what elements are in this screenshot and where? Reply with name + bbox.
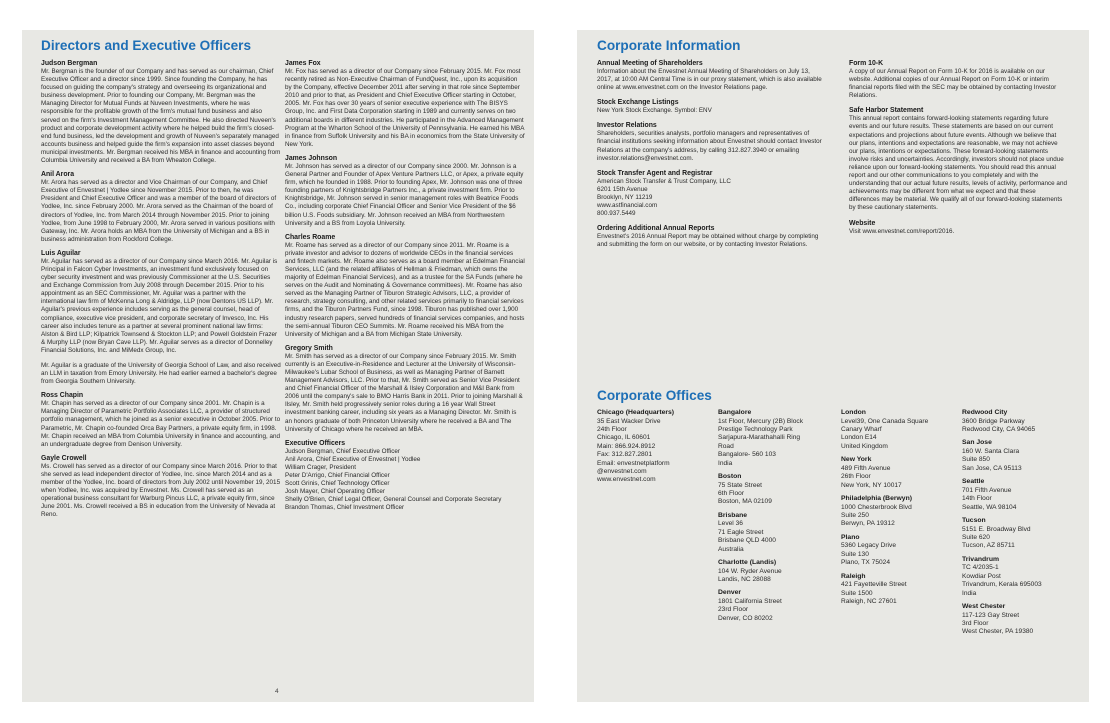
office-address-line: 3600 Bridge Parkway: [962, 417, 1025, 425]
office-name: West Chester: [962, 603, 1006, 611]
director-text: Mr. Johnson has served as a director of our Company since 2000. Mr. Johnson is a General Partner and Founder of Apex Venture Partners LLC, or Apex, a private equity firm, which he founded in 1988. Prior to founding Apex, Mr. Johnson was one of three founding partners of Knightsbridge Partners Inc., a private investment firm. Prior to Knightsbridge, Mr. Johnson served in senior management roles with Beatrice Foods Co., including corporate Chief Financial Officer and Senior Vice President of the $6 billion U.S. Foods subsidiary. Mr. Johnson received an MBA from Northwestern University and a BS from Loyola University.: [285, 162, 524, 227]
office-entry: [962, 603, 1080, 637]
office-address-line: 104 W. Ryder Avenue: [718, 567, 782, 575]
office-address-line: 3rd Floor: [962, 620, 989, 628]
office-address-line: Plano, TX 75024: [841, 559, 891, 567]
page-number: 4: [275, 688, 279, 695]
info-name: Form 10-K: [849, 60, 884, 67]
office-address-line: London E14: [841, 434, 877, 442]
director-text: Mr. Roame has served as a director of our Company since 2011. Mr. Roame is a private investor and advisor to dozens of worldwide CEOs in the financial services and fintech markets. Mr. Roame also serves as a board member at Edelman Financial Services, LLC (and the related affiliates of Hellman & Friedman, which owns the majority of Edelman Financial Services), and as a trustee for the SA Funds (where he serves on the Audit and Nominating & Governance committees). Mr. Roame has also served as the Managing Partner of Tiburon Strategic Advisors, LLC, a provider of research, strategy consulting, and other related services primarily to financial services firms, and the Tiburon Partners Fund, since 1998. Tiburon has published over 1,900 industry research papers, served hundreds of financial services companies, and hosts the semi-annual Tiburon CEO Summits. Mr. Roame received his MBA from the University of Michigan and a BA from Michigan State University.: [285, 241, 525, 338]
office-address-line: 701 Fifth Avenue: [962, 486, 1012, 494]
director-entry: [285, 233, 525, 339]
office-entry: [718, 589, 838, 623]
page-title: Directors and Executive Officers: [41, 38, 252, 53]
directors-column-2: [285, 59, 525, 518]
offices-column-1: [597, 409, 715, 490]
office-entry: [962, 439, 1080, 473]
director-name: Judson Bergman: [41, 60, 98, 67]
office-address-line: Bangalore- 560 103: [718, 451, 776, 459]
office-address-line: 23rd Floor: [718, 606, 749, 614]
executive-officer-item: Judson Bergman, Chief Executive Officer: [285, 447, 401, 455]
office-address-line: Suite 130: [841, 550, 869, 558]
director-text: Mr. Smith has served as a director of our Company since February 2015. Mr. Smith currently is an Executive-in-Residence and Lecturer at the University of Wisconsin-Milwaukee's Lubar School of Business, as well as Managing Partner of Barnett Management Advisors, LLC. Prior to that, Mr. Smith served as Senior Vice President and Chief Financial Officer of the Marshall & Ilsley Corporation and M&I Bank from 2006 until the company's sale to BMO Harris Bank in 2011. Prior to joining Marshall & Ilsley, Mr. Smith held progressively senior roles during a 16 year Wall Street investment banking career, including six years as a Managing Director. Mr. Smith is an honors graduate of both Princeton University where he received a BA and The University of Chicago where he received an MBA.: [285, 352, 523, 433]
office-name: Boston: [718, 473, 742, 481]
executive-officers-section: [285, 439, 525, 513]
office-address-line: West Chester, PA 19380: [962, 628, 1034, 636]
office-address-line: Brisbane QLD 4000: [718, 537, 776, 545]
office-address-line: Tucson, AZ 85711: [962, 542, 1015, 550]
director-text: Mr. Aguilar is a graduate of the University of Georgia School of Law, and also received an LLM in taxation from Emory University. He had earlier earned a bachelor's degree from Georgia Southern University.: [41, 362, 281, 386]
office-entry: [962, 517, 1080, 551]
office-entry: [962, 409, 1080, 434]
office-name: London: [841, 409, 866, 416]
office-address-line: 1st Floor, Mercury (2B) Block: [718, 417, 804, 425]
office-address-line: Level39, One Canada Square: [841, 417, 929, 425]
info-entry: [597, 224, 827, 249]
corporate-info-column-2: [849, 59, 1067, 242]
info-entry: [597, 98, 827, 115]
office-entry: [718, 512, 838, 554]
offices-column-4: [962, 409, 1080, 642]
office-entry: [718, 559, 838, 584]
info-entry: [597, 169, 827, 218]
info-name: Annual Meeting of Shareholders: [597, 60, 703, 67]
director-text: Mr. Chapin has served as a director of our Company since 2001. Mr. Chapin is a Managing Director of Parametric Portfolio Associates LLC, a provider of structured portfolio management, which he joined as a senior executive in October 2005. Prior to Parametric, Mr. Chapin co-founded Orca Bay Partners, a private equity firm, in 1998. Mr. Chapin received an MBA from Columbia University in finance and accounting, and an undergraduate degree from Denison University.: [41, 400, 281, 448]
office-address-line: 5151 E. Broadway Blvd: [962, 525, 1031, 533]
office-address-line: 24th Floor: [597, 426, 627, 433]
office-name: Redwood City: [962, 409, 1008, 416]
offices-column-3: [841, 409, 959, 611]
info-text: Brooklyn, NY 11219: [597, 193, 653, 201]
executive-officer-item: Shelly O'Brien, Chief Legal Officer, General Counsel and Corporate Secretary: [285, 496, 502, 504]
executive-officers-heading: Executive Officers: [285, 439, 346, 447]
director-name: Gayle Crowell: [41, 454, 87, 462]
office-name: Seattle: [962, 478, 985, 486]
office-address-line: 14th Floor: [962, 495, 992, 503]
office-name: Tucson: [962, 517, 986, 525]
info-entry: [849, 219, 1067, 236]
office-address-line: Road: [718, 442, 734, 450]
office-entry: [841, 573, 959, 607]
director-entry: [41, 249, 281, 386]
info-text: New York Stock Exchange. Symbol: ENV: [597, 107, 712, 115]
office-address-line: Redwood City, CA 94065: [962, 426, 1036, 433]
info-text: Envestnet's 2016 Annual Report may be obtained without charge by completing and submitting the form on our website, or by contacting Investor Relations.: [597, 233, 819, 249]
office-entry: [718, 473, 838, 507]
info-name: Stock Transfer Agent and Registrar: [597, 169, 713, 177]
director-name: Gregory Smith: [285, 344, 333, 352]
office-address-line: 1000 Chesterbrook Blvd: [841, 503, 912, 511]
director-text: Mr. Bergman is the founder of our Company and has served as our chairman, Chief Executive Officer and a director since 1999. Since founding the Company, he has focused on guiding the company's strategy and overseeing its organizational and business development. Prior to founding our Company, Mr. Bergman was the Managing Director for Mutual Funds at Nuveen Investments, where he was responsible for the profitable growth of the firm's mutual fund business and also served on the firm's Investment Management Committee. He also directed Nuveen's product and corporate development activity where he helped build the firm's closed-end fund business, led the development and growth of Nuveen's separately managed accounts business and helped guide the firm's expansion into asset classes beyond municipal investments. Mr. Bergman received his MBA in finance and accounting from Columbia University and received a BA from Wheaton College.: [41, 68, 281, 165]
executive-officers-list: [285, 448, 525, 513]
office-address-line: Prestige Technology Park: [718, 426, 793, 433]
office-name: Plano: [841, 533, 860, 541]
director-entry: [41, 170, 281, 244]
director-name: James Fox: [285, 60, 321, 67]
office-name: Philadelphia (Berwyn): [841, 495, 913, 503]
office-address-line: Trivandrum, Kerala 695003: [962, 581, 1042, 589]
office-address-line: Canary Wharf: [841, 426, 882, 433]
info-entry: [597, 121, 827, 162]
director-name: Anil Arora: [41, 171, 75, 179]
office-address-line: Main: 866.924.8912: [597, 442, 656, 450]
info-entry: [849, 59, 1067, 100]
office-entry: [841, 409, 959, 451]
info-name: Stock Exchange Listings: [597, 99, 679, 107]
info-text: American Stock Transfer & Trust Company, LLC: [597, 177, 731, 185]
office-entry: [841, 456, 959, 490]
office-entry: [962, 478, 1080, 512]
office-address-line: San Jose, CA 95113: [962, 464, 1022, 472]
office-address-line: 489 Fifth Avenue: [841, 464, 891, 472]
office-entry: [841, 495, 959, 529]
director-name: Charles Roame: [285, 233, 336, 241]
right-page: [577, 30, 1089, 702]
director-name: James Johnson: [285, 154, 338, 162]
director-text: Mr. Fox has served as a director of our Company since February 2015. Mr. Fox most recently retired as Non-Executive Chairman of FundQuest, Inc., upon its acquisition by the Company, effective December 2011 after serving in that role since September 2010 and prior to that, as President and Chief Executive Officer starting in October, 2005. Mr. Fox has over 30 years of senior executive experience with The BISYS Group, Inc. and First Data Corporation starting in 1989 and currently serves on two additional boards in different industries. He participated in the Advanced Management Program at the Wharton School of the University of Pennsylvania. He earned his MBA in finance from Suffolk University and his BA in economics from the State University of New York.: [285, 68, 525, 148]
office-name: Chicago (Headquarters): [597, 409, 675, 416]
office-name: San Jose: [962, 439, 992, 447]
office-address-line: 6th Floor: [718, 490, 745, 498]
office-address-line: 421 Fayetteville Street: [841, 581, 907, 589]
executive-officer-item: Brandon Thomas, Chief Investment Officer: [285, 504, 405, 512]
directors-column-1: [41, 59, 281, 525]
office-address-line: Australia: [718, 545, 744, 553]
office-address-line: Suite 850: [962, 456, 990, 464]
office-entry: [718, 409, 838, 468]
director-text: Mr. Aguilar has served as a director of our Company since March 2016. Mr. Aguilar is Principal in Falcon Cyber Investments, an investment fund exclusively focused on cyber security investment and was previously Commissioner at the U.S. Securities and Exchange Commission from July 2008 through December 2015. Prior to his appointment as an SEC Commissioner, Mr. Aguilar was a partner with the international law firm of McKenna Long & Aldridge, LLP (now Dentons US LLP). Mr. Aguilar's previous experience includes serving as the general counsel, head of compliance, executive vice president, and corporate secretary of Invesco, Inc. His career also includes tenure as a partner at several prominent national law firms: Alston & Bird LLP; Kilpatrick Townsend & Stockton LLP; and Powell Goldstein Frazer & Murphy LLP (now Bryan Cave LLP). Mr. Aguilar serves as a director of Donnelley Financial Solutions, Inc. and MiMedx Group, Inc.: [41, 257, 278, 354]
office-address-line: Kowdiar Post: [962, 572, 1001, 580]
executive-officer-item: Josh Mayer, Chief Operating Officer: [285, 488, 385, 496]
director-name: Ross Chapin: [41, 392, 84, 400]
info-name: Safe Harbor Statement: [849, 107, 924, 115]
office-name: Brisbane: [718, 511, 748, 519]
office-address-line: Denver, CO 80202: [718, 614, 773, 622]
office-address-line: India: [718, 459, 733, 467]
info-name: Website: [849, 219, 876, 227]
director-name: Luis Aguilar: [41, 249, 81, 257]
info-text: www.astfinancial.com: [597, 202, 658, 210]
office-name: New York: [841, 456, 872, 464]
director-entry: [285, 344, 525, 434]
office-address-line: United Kingdom: [841, 442, 888, 450]
office-address-line: Suite 250: [841, 512, 869, 520]
office-address-line: Email: envestnetplatform: [597, 459, 670, 467]
corporate-information-title: Corporate Information: [597, 38, 741, 53]
info-text: Shareholders, securities analysts, portfolio managers and representatives of financial institutions seeking information about Envestnet should contact Investor Relations at the company's address, by calling 312.827.3940 or emailing investor.relations@envestnet.com.: [597, 130, 822, 162]
office-address-line: 5360 Legacy Drive: [841, 542, 896, 550]
office-name: Bangalore: [718, 409, 752, 416]
info-text: A copy of our Annual Report on Form 10-K for 2016 is available on our website. Additional copies of our Annual Report on Form 10-K or interim financial reports filed with the SEC may be obtained by contacting Investor Relations.: [849, 68, 1057, 100]
office-address-line: Landis, NC 28088: [718, 576, 771, 584]
office-address-line: TC 4/2035-1: [962, 564, 999, 572]
info-text: Visit www.envestnet.com/report/2016.: [849, 227, 955, 235]
executive-officer-item: Scott Grinis, Chief Technology Officer: [285, 480, 390, 488]
info-text: This annual report contains forward-looking statements regarding future events and our future results. These statements are based on our current expectations and projections about future events. Although we believe that our plans, intentions and expectations are reasonable, we may not achieve our plans, intentions or expectations. These forward-looking statements involve risks and uncertainties. Accordingly, investors should not place undue reliance upon our forward-looking statements. You should read this annual report and our other communications to you completely and with the understanding that our actual future results, levels of activity, performance and achievements may be different from what we expect and that these differences may be material. We qualify all of our forward-looking statements by these cautionary statements.: [849, 115, 1067, 212]
info-name: Ordering Additional Annual Reports: [597, 225, 715, 233]
office-address-line: Suite 1500: [841, 589, 873, 597]
office-address-line: www.envestnet.com: [597, 476, 656, 484]
office-address-line: Berwyn, PA 19312: [841, 520, 895, 528]
office-address-line: Boston, MA 02109: [718, 498, 772, 506]
office-address-line: Level 36: [718, 520, 743, 528]
office-name: Trivandrum: [962, 555, 1000, 563]
info-entry: [849, 106, 1067, 212]
office-name: Charlotte (Landis): [718, 559, 777, 567]
office-address-line: 117-123 Gay Street: [962, 611, 1020, 619]
director-entry: [41, 454, 281, 520]
offices-column-2: [718, 409, 838, 628]
office-address-line: 35 East Wacker Drive: [597, 417, 661, 425]
director-entry: [41, 59, 281, 165]
info-name: Investor Relations: [597, 122, 657, 130]
office-address-line: Seattle, WA 98104: [962, 503, 1017, 511]
office-entry: [841, 534, 959, 568]
executive-officer-item: Anil Arora, Chief Executive of Envestnet | Yodlee: [285, 455, 421, 463]
corporate-info-column-1: [597, 59, 827, 255]
office-address-line: @envestnet.com: [597, 468, 647, 476]
info-text: 6201 15th Avenue: [597, 185, 648, 193]
executive-officer-item: Peter D'Arrigo, Chief Financial Officer: [285, 472, 390, 480]
office-address-line: 26th Floor: [841, 473, 871, 481]
office-address-line: New York, NY 10017: [841, 481, 902, 489]
left-page: [22, 30, 534, 702]
office-entry: [597, 409, 715, 485]
corporate-offices-title: Corporate Offices: [597, 388, 712, 403]
office-address-line: India: [962, 589, 977, 597]
executive-officer-item: William Crager, President: [285, 463, 357, 471]
office-address-line: Chicago, IL 60601: [597, 434, 651, 442]
office-address-line: 1801 California Street: [718, 598, 782, 606]
office-address-line: Suite 620: [962, 534, 990, 542]
director-text: Ms. Crowell has served as a director of our Company since March 2016. Prior to that she served as lead independent director of Yodlee, Inc. since March 2014 and as a member of the Yodlee, Inc. board of directors from July 2002 until November 19, 2015 when Yodlee, Inc. was acquired by Envestnet. Ms. Crowell has served as an operational business consultant for Warburg Pincus LLC, a private equity firm, since June 2001. Ms. Crowell received a BS in education from the University of Nevada at Reno.: [41, 462, 281, 519]
director-entry: [41, 391, 281, 449]
office-address-line: Raleigh, NC 27601: [841, 598, 897, 606]
director-text: Mr. Arora has served as a director and Vice Chairman of our Company, and Chief Executive of Envestnet | Yodlee since November 2015. Prior to then, he was President and Chief Executive Officer and was a member of the board of directors of Yodlee, Inc. since February 2000. Mr. Arora served as the Chairman of the board of directors of Yodlee, Inc. from March 2014 through November 2015. Prior to joining Yodlee, from June 1998 to February 2000, Mr. Arora served in various positions with Gateway, Inc. Mr. Arora holds an MBA from the University of Michigan and a BS in business administration from Rockford College.: [41, 179, 277, 243]
director-entry: [285, 59, 525, 149]
office-address-line: 71 Eagle Street: [718, 528, 764, 536]
office-address-line: 160 W. Santa Clara: [962, 448, 1020, 455]
info-entry: [597, 59, 827, 92]
info-text: Information about the Envestnet Annual Meeting of Shareholders on July 13, 2017, at 10:00 AM Central Time is in our proxy statement, which is also available online at www.envestnet.com on the Investor Relations page.: [597, 68, 822, 92]
office-name: Raleigh: [841, 572, 866, 580]
info-text: 800.937.5449: [597, 210, 636, 218]
office-address-line: Sarjapura-Marathahalli Ring: [718, 434, 801, 442]
director-entry: [285, 154, 525, 228]
office-address-line: Fax: 312.827.2801: [597, 451, 652, 459]
office-name: Denver: [718, 589, 742, 597]
office-address-line: 75 State Street: [718, 481, 762, 489]
office-entry: [962, 556, 1080, 598]
